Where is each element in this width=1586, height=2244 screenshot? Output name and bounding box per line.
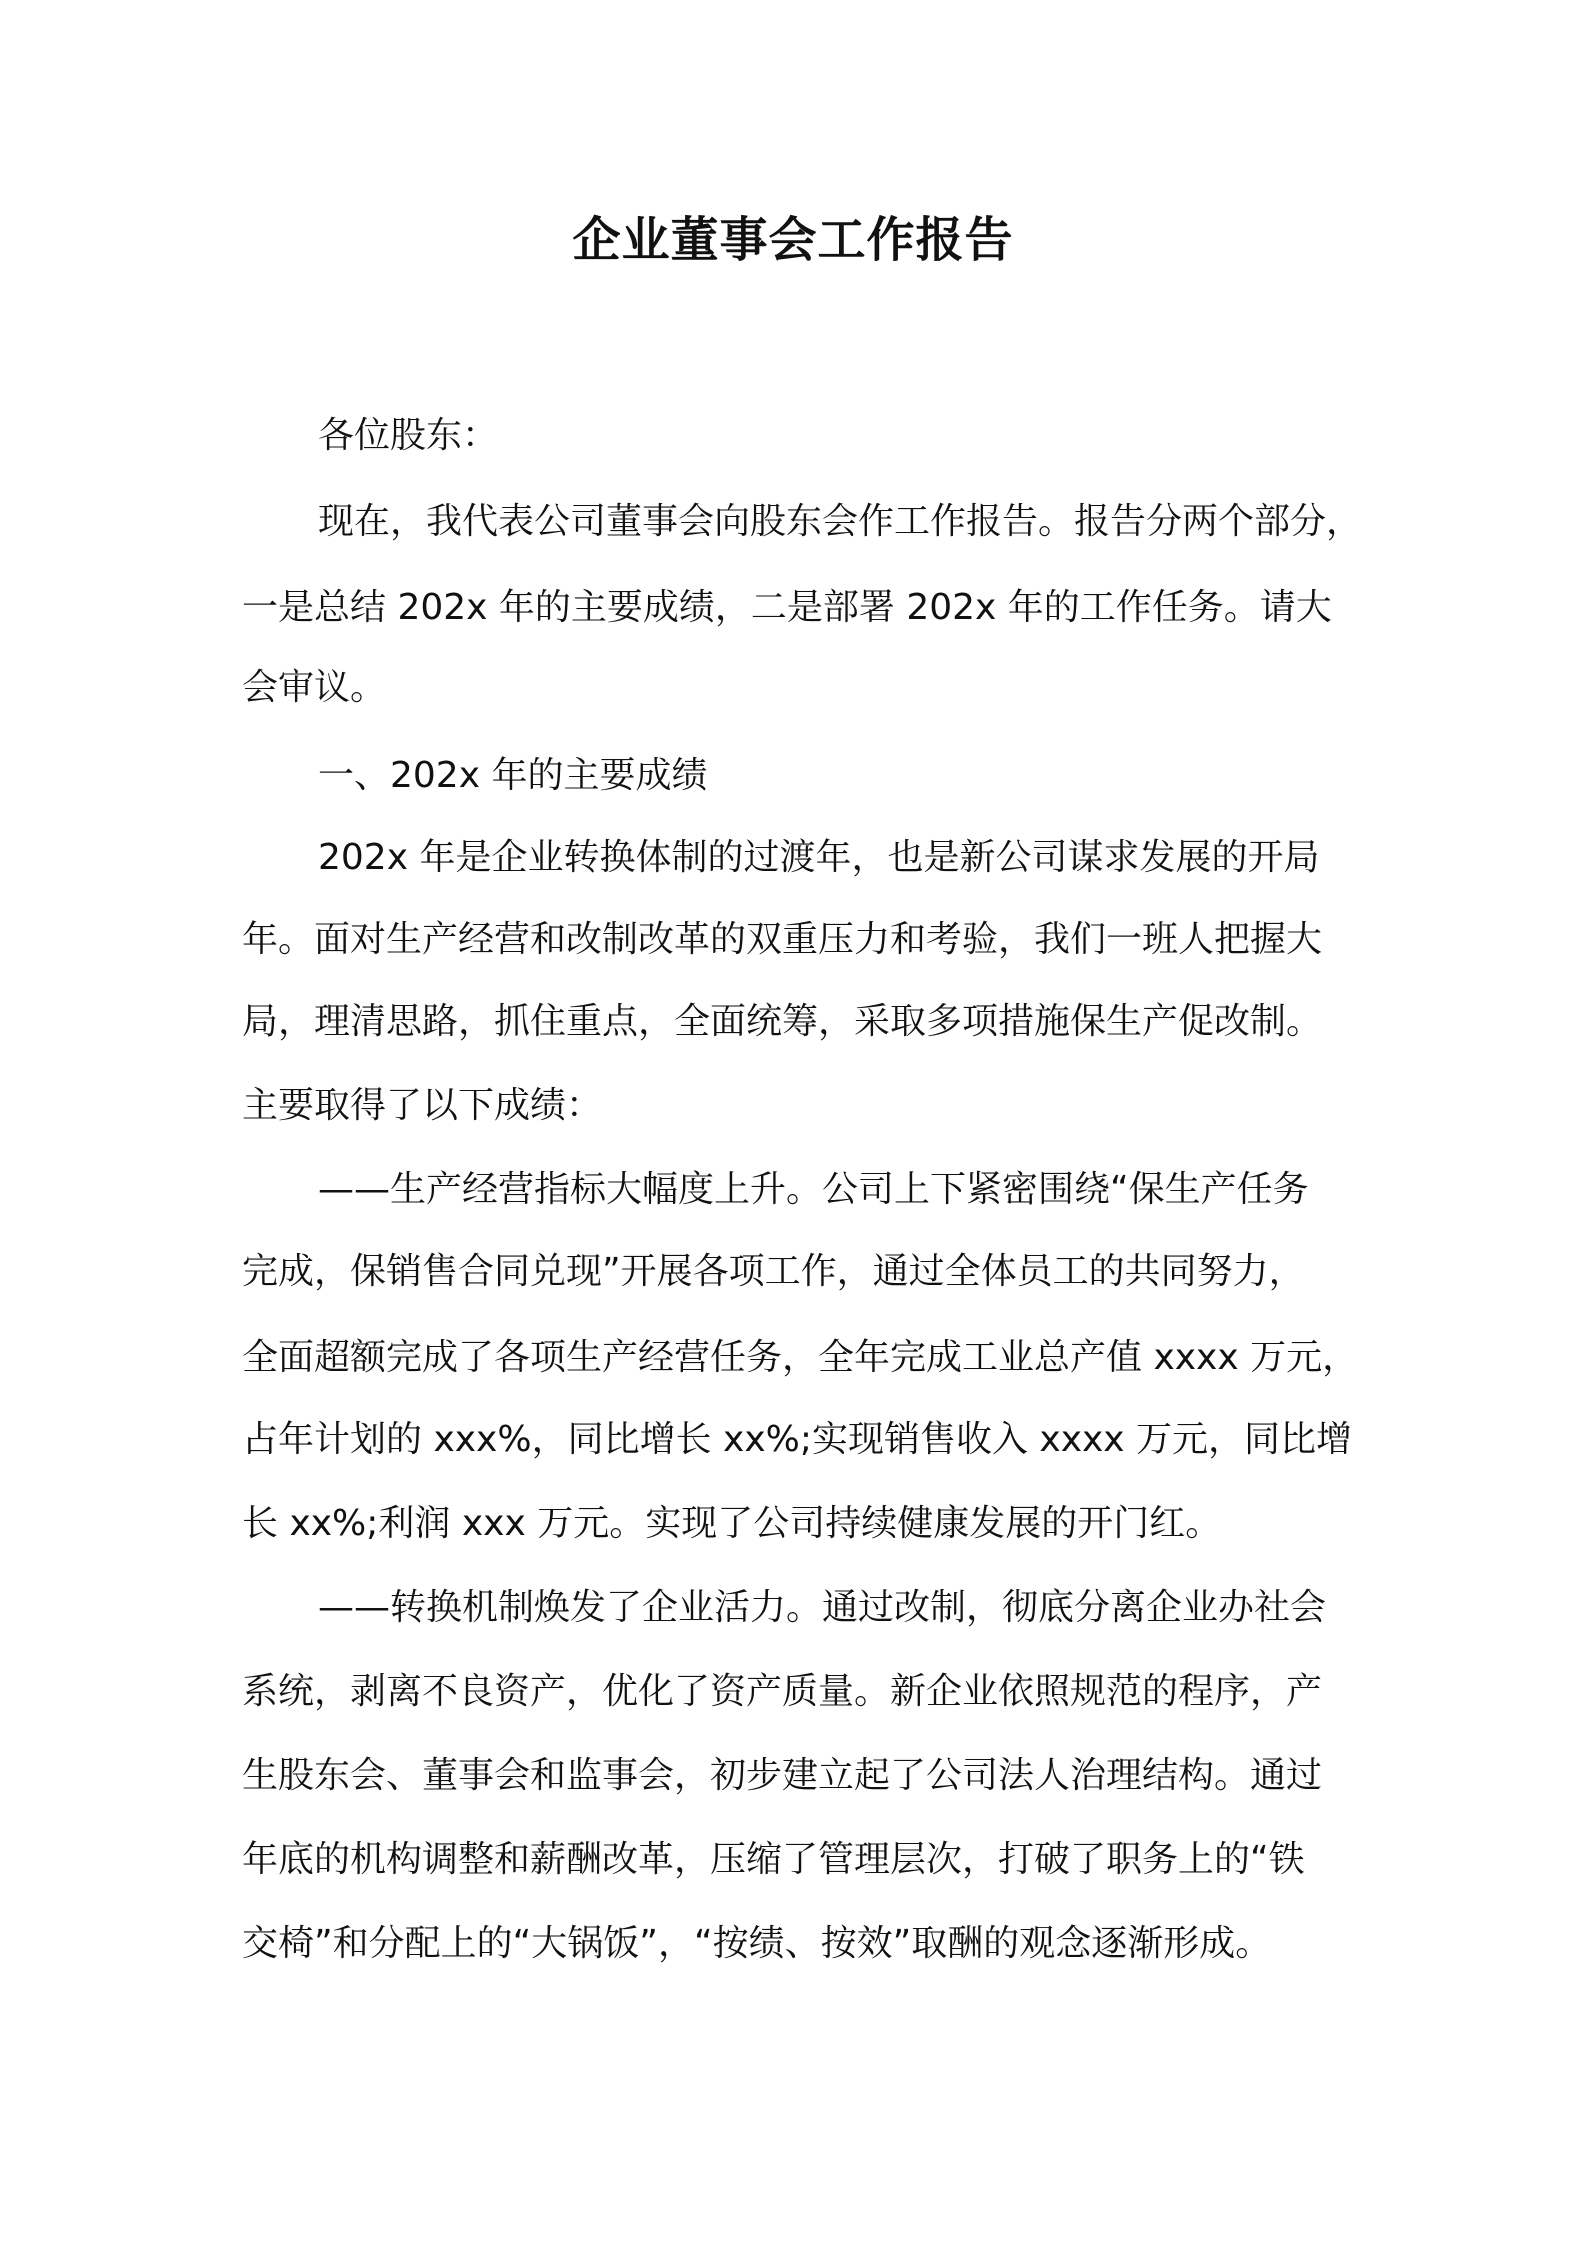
section-heading: 一、202x 年的主要成绩 (318, 755, 708, 796)
body-line: 各位股东： (318, 415, 499, 456)
body-line: ——转换机制焕发了企业活力。通过改制，彻底分离企业办社会 (318, 1587, 1327, 1628)
body-line: 系统，剥离不良资产，优化了资产质量。新企业依照规范的程序，产 (242, 1671, 1323, 1712)
body-line: 202x 年是企业转换体制的过渡年，也是新公司谋求发展的开局 (318, 837, 1320, 878)
body-line: 全面超额完成了各项生产经营任务，全年完成工业总产值 xxxx 万元， (242, 1337, 1359, 1378)
body-line: 占年计划的 xxx%，同比增长 xx%;实现销售收入 xxxx 万元，同比增 (242, 1419, 1353, 1460)
body-line: 局，理清思路，抓住重点，全面统筹，采取多项措施保生产促改制。 (242, 1001, 1323, 1042)
body-line: 长 xx%;利润 xxx 万元。实现了公司持续健康发展的开门红。 (242, 1503, 1222, 1544)
body-line: 会审议。 (242, 667, 387, 708)
body-line: 生股东会、董事会和监事会，初步建立起了公司法人治理结构。通过 (242, 1755, 1323, 1796)
body-line: 交椅”和分配上的“大锅饭”，“按绩、按效”取酬的观念逐渐形成。 (242, 1923, 1272, 1964)
body-line: 完成，保销售合同兑现”开展各项工作，通过全体员工的共同努力， (242, 1251, 1305, 1292)
document-title: 企业董事会工作报告 (572, 212, 1014, 268)
body-line: 年。面对生产经营和改制改革的双重压力和考验，我们一班人把握大 (242, 919, 1323, 960)
body-line: 一是总结 202x 年的主要成绩，二是部署 202x 年的工作任务。请大 (242, 587, 1332, 628)
body-line: ——生产经营指标大幅度上升。公司上下紧密围绕“保生产任务 (318, 1169, 1309, 1210)
body-line: 现在，我代表公司董事会向股东会作工作报告。报告分两个部分， (318, 501, 1363, 542)
body-line: 主要取得了以下成绩： (242, 1085, 603, 1126)
body-line: 年底的机构调整和薪酬改革，压缩了管理层次，打破了职务上的“铁 (242, 1839, 1305, 1880)
